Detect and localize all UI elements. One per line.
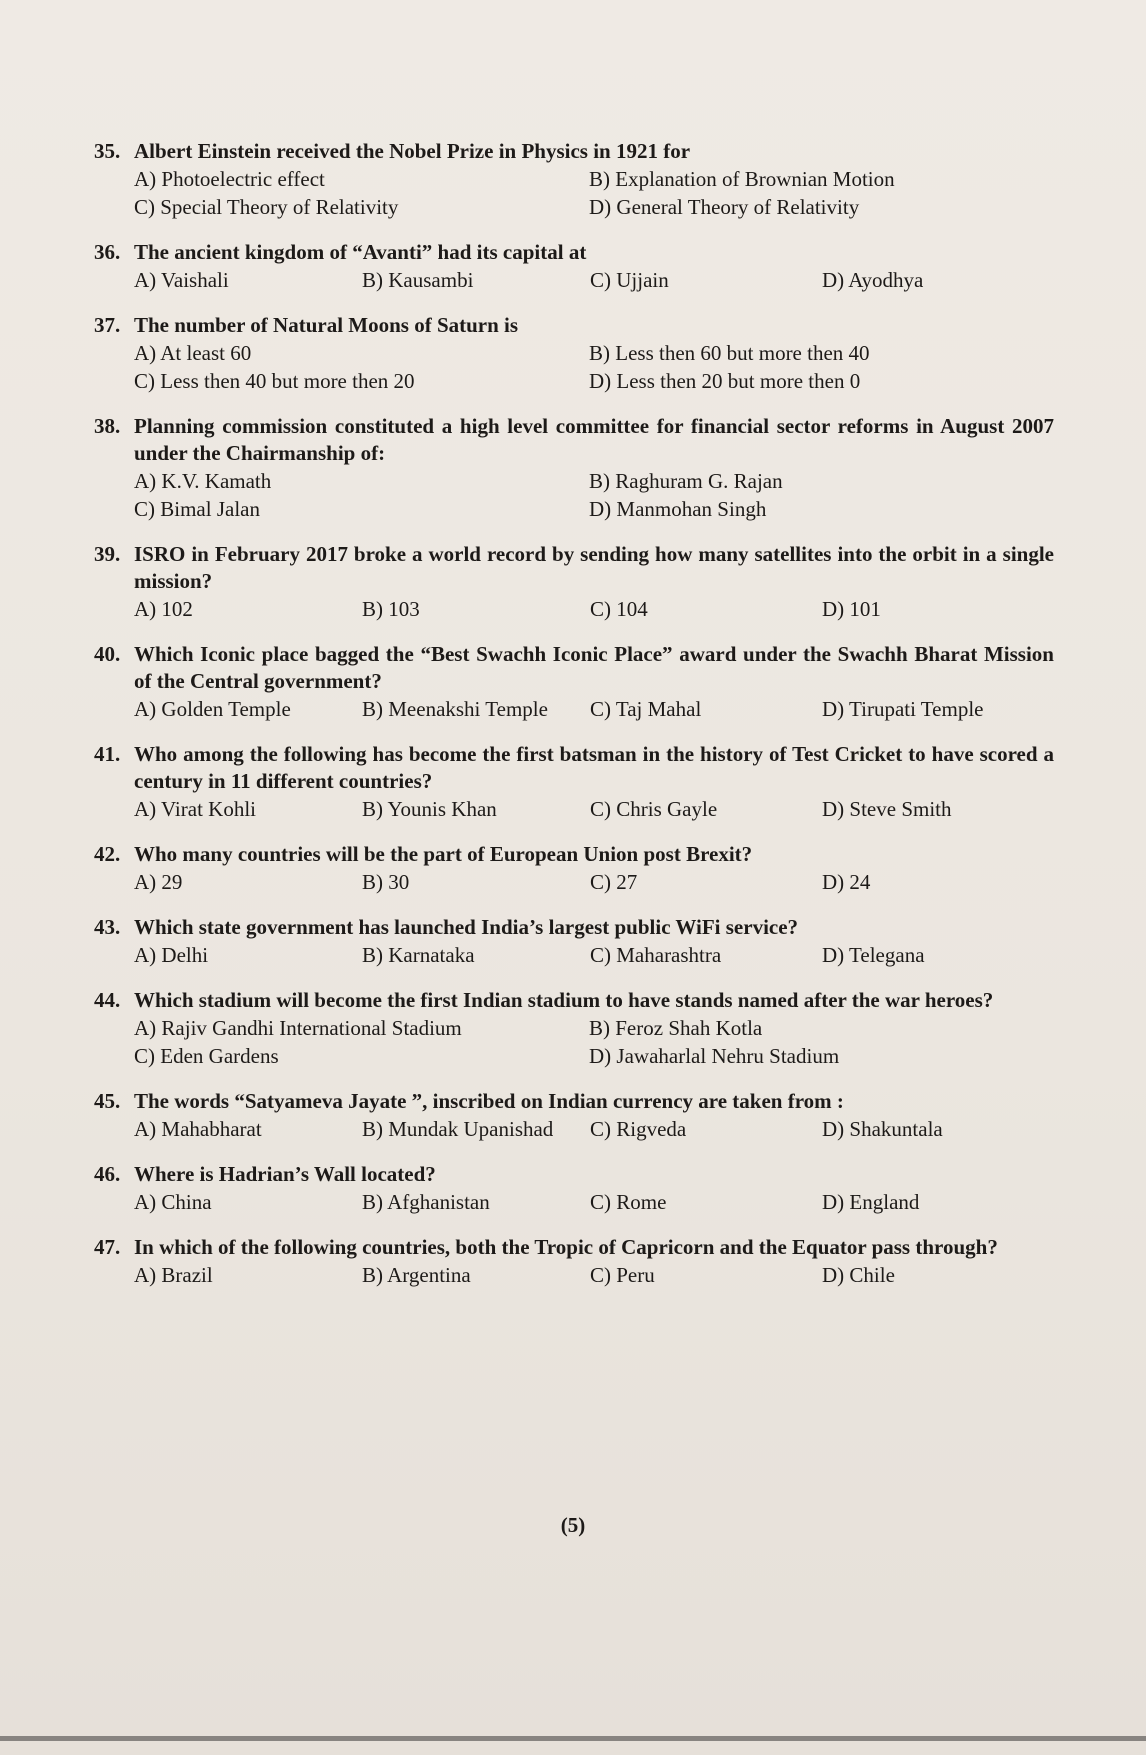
page-number: (5) <box>560 1513 586 1537</box>
question-36 <box>94 239 1054 294</box>
option-d: D) Jawaharlal Nehru Stadium <box>589 1044 840 1068</box>
option-a: A) 29 <box>134 870 183 894</box>
options <box>94 339 1054 395</box>
option-b: B) 30 <box>362 870 410 894</box>
option-b: B) Karnataka <box>362 943 475 967</box>
options <box>94 941 1054 969</box>
option-a: A) K.V. Kamath <box>134 469 272 493</box>
question-42 <box>94 841 1054 896</box>
question-text: Which stadium will become the first Indian stadium to have stands named after the war heroes? <box>134 988 994 1012</box>
option-d: D) General Theory of Relativity <box>589 195 860 219</box>
option-a: A) Golden Temple <box>134 697 291 721</box>
options <box>94 595 1054 623</box>
option-b: B) Kausambi <box>362 268 474 292</box>
option-a: A) China <box>134 1190 212 1214</box>
option-b: B) Explanation of Brownian Motion <box>589 167 895 191</box>
option-a: A) Photoelectric effect <box>134 167 325 191</box>
option-b: B) Raghuram G. Rajan <box>589 469 783 493</box>
option-a: A) Vaishali <box>134 268 229 292</box>
question-number: 37. <box>94 313 121 337</box>
option-b: B) Meenakshi Temple <box>362 697 548 721</box>
option-d: D) Ayodhya <box>822 268 924 292</box>
option-d: D) Shakuntala <box>822 1117 943 1141</box>
option-b: B) Mundak Upanishad <box>362 1117 554 1141</box>
option-c: C) Ujjain <box>590 268 669 292</box>
question-38 <box>94 413 1054 523</box>
option-a: A) At least 60 <box>134 341 252 365</box>
option-c: C) Taj Mahal <box>590 697 702 721</box>
question-number: 42. <box>94 842 121 866</box>
question-number: 45. <box>94 1089 121 1113</box>
options <box>94 467 1054 523</box>
option-b: B) Feroz Shah Kotla <box>589 1016 763 1040</box>
option-c: C) Rigveda <box>590 1117 687 1141</box>
option-c: C) 27 <box>590 870 638 894</box>
question-number: 43. <box>94 915 121 939</box>
options <box>94 868 1054 896</box>
question-35 <box>94 138 1054 221</box>
question-number: 46. <box>94 1162 121 1186</box>
option-a: A) Brazil <box>134 1263 213 1287</box>
options <box>94 1014 1054 1070</box>
question-text: In which of the following countries, both the Tropic of Capricorn and the Equator pass through? <box>134 1235 998 1259</box>
option-b: B) 103 <box>362 597 420 621</box>
question-37 <box>94 312 1054 395</box>
question-number: 41. <box>94 742 121 766</box>
option-d: D) Steve Smith <box>822 797 952 821</box>
option-d: D) Less then 20 but more then 0 <box>589 369 861 393</box>
options <box>94 795 1054 823</box>
option-c: C) Bimal Jalan <box>134 497 260 521</box>
option-b: B) Less then 60 but more then 40 <box>589 341 870 365</box>
question-text: Which state government has launched India’s largest public WiFi service? <box>134 915 799 939</box>
option-c: C) Rome <box>590 1190 667 1214</box>
question-list <box>94 138 1054 1307</box>
question-number: 44. <box>94 988 121 1012</box>
question-text: Where is Hadrian’s Wall located? <box>134 1162 436 1186</box>
option-a: A) Mahabharat <box>134 1117 262 1141</box>
question-46 <box>94 1161 1054 1216</box>
option-a: A) Rajiv Gandhi International Stadium <box>134 1016 462 1040</box>
option-d: D) Manmohan Singh <box>589 497 767 521</box>
options <box>94 165 1054 221</box>
question-text: Who among the following has become the first batsman in the history of Test Cricket to have scored a century in 11 different countries? <box>134 742 1054 793</box>
question-number: 40. <box>94 642 121 666</box>
question-text: Albert Einstein received the Nobel Prize in Physics in 1921 for <box>134 139 691 163</box>
options <box>94 1261 1054 1289</box>
option-a: A) Virat Kohli <box>134 797 257 821</box>
option-b: B) Argentina <box>362 1263 471 1287</box>
question-43 <box>94 914 1054 969</box>
options <box>94 1188 1054 1216</box>
question-39 <box>94 541 1054 623</box>
question-text: The number of Natural Moons of Saturn is <box>134 313 519 337</box>
question-number: 39. <box>94 542 121 566</box>
question-47 <box>94 1234 1054 1289</box>
option-d: D) England <box>822 1190 920 1214</box>
option-c: C) Chris Gayle <box>590 797 718 821</box>
question-number: 38. <box>94 414 121 438</box>
option-c: C) Maharashtra <box>590 943 722 967</box>
options <box>94 266 1054 294</box>
option-c: C) 104 <box>590 597 648 621</box>
question-41 <box>94 741 1054 823</box>
option-a: A) 102 <box>134 597 193 621</box>
options <box>94 1115 1054 1143</box>
question-40 <box>94 641 1054 723</box>
question-45 <box>94 1088 1054 1143</box>
question-number: 35. <box>94 139 121 163</box>
option-c: C) Special Theory of Relativity <box>134 195 399 219</box>
question-text: Which Iconic place bagged the “Best Swachh Iconic Place” award under the Swachh Bharat Mission of the Central government? <box>134 642 1054 693</box>
option-d: D) 24 <box>822 870 871 894</box>
option-b: B) Younis Khan <box>362 797 497 821</box>
question-text: Planning commission constituted a high level committee for financial sector reforms in August 2007 under the Chairmanship of: <box>134 414 1054 465</box>
option-b: B) Afghanistan <box>362 1190 490 1214</box>
question-text: ISRO in February 2017 broke a world record by sending how many satellites into the orbit in a single mission? <box>134 542 1054 593</box>
option-c: C) Eden Gardens <box>134 1044 279 1068</box>
option-c: C) Peru <box>590 1263 655 1287</box>
question-number: 36. <box>94 240 121 264</box>
question-number: 47. <box>94 1235 121 1259</box>
question-text: Who many countries will be the part of European Union post Brexit? <box>134 842 753 866</box>
page-edge-line <box>0 1736 1146 1741</box>
options <box>94 695 1054 723</box>
option-c: C) Less then 40 but more then 20 <box>134 369 415 393</box>
question-44 <box>94 987 1054 1070</box>
question-text: The ancient kingdom of “Avanti” had its capital at <box>134 240 587 264</box>
option-d: D) Telegana <box>822 943 925 967</box>
option-a: A) Delhi <box>134 943 209 967</box>
option-d: D) 101 <box>822 597 881 621</box>
option-d: D) Chile <box>822 1263 895 1287</box>
question-text: The words “Satyameva Jayate ”, inscribed on Indian currency are taken from : <box>134 1089 844 1113</box>
option-d: D) Tirupati Temple <box>822 697 984 721</box>
